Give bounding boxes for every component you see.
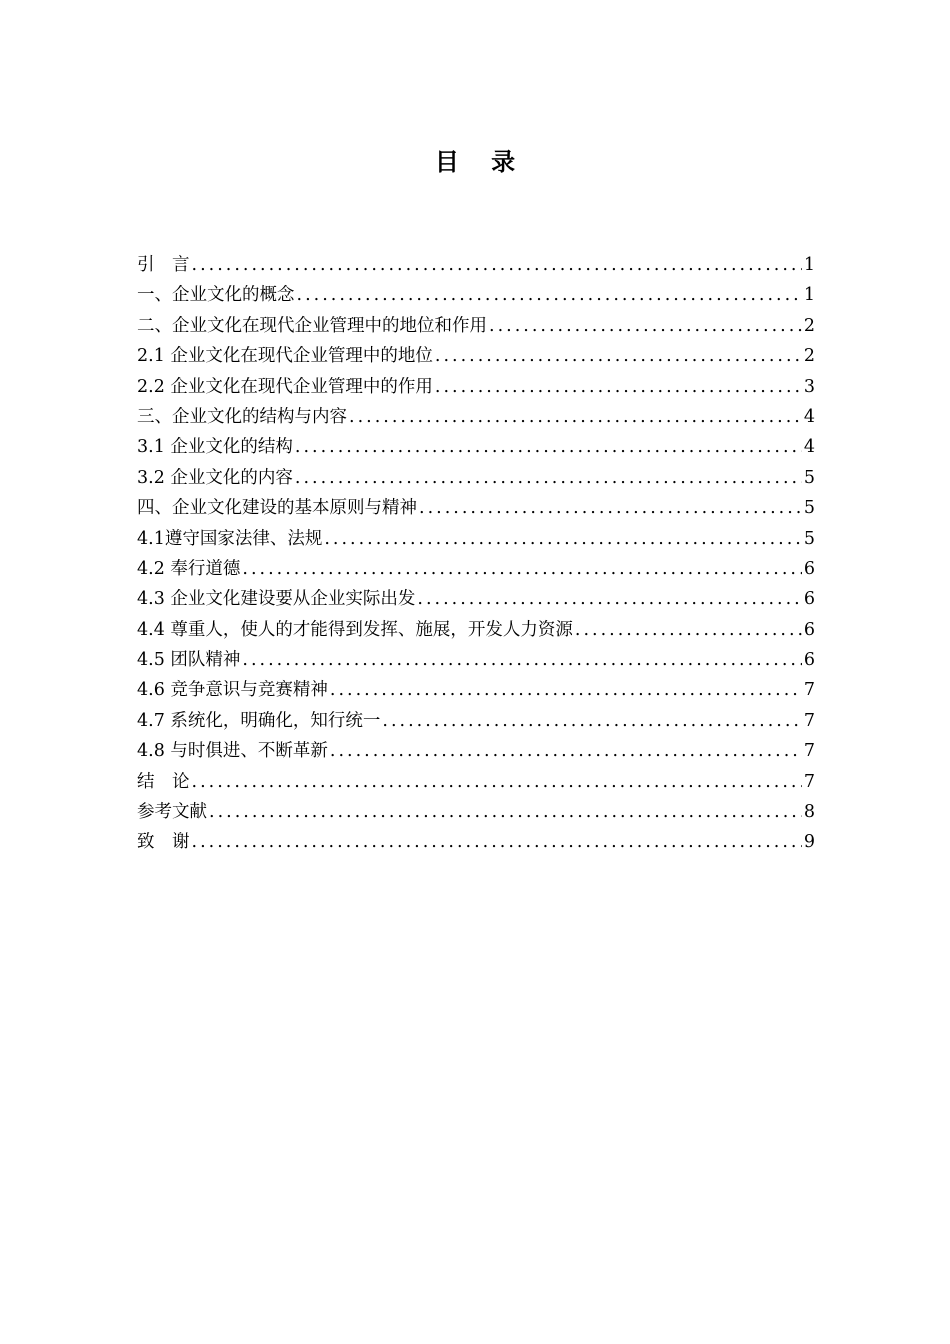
toc-dot-leader: [192, 250, 802, 280]
toc-entry: [137, 797, 815, 827]
toc-dot-leader: [192, 827, 802, 857]
toc-entry: [137, 341, 815, 371]
toc-entry-label: 4.4 尊重人，使人的才能得到发挥、施展，开发人力资源: [137, 619, 573, 640]
toc-entry-page: 7: [803, 710, 815, 731]
toc-entry-page: 4: [803, 406, 815, 427]
toc-entry-page: 6: [803, 589, 815, 610]
toc-entry: [137, 311, 815, 341]
toc-entry-page: 9: [803, 832, 815, 853]
toc-entry: [137, 827, 815, 857]
toc-dot-leader: [330, 736, 802, 766]
toc-entry: [137, 736, 815, 766]
toc-dot-leader: [417, 584, 801, 614]
toc-dot-leader: [435, 372, 802, 402]
toc-entry-label: 4.8 与时俱进、不断革新: [137, 741, 328, 762]
toc-entry-label: 二、企业文化在现代企业管理中的地位和作用: [137, 315, 487, 336]
toc-entry-page: 5: [803, 498, 815, 519]
toc-entry: [137, 675, 815, 705]
toc-entry-label: 4.2 奉行道德: [137, 558, 241, 579]
toc-dot-leader: [295, 432, 802, 462]
toc-entry-page: 7: [803, 741, 815, 762]
toc-dot-leader: [209, 797, 802, 827]
toc-entry-label: 3.2 企业文化的内容: [137, 467, 293, 488]
toc-entry: [137, 615, 815, 645]
toc-entry-page: 7: [803, 680, 815, 701]
toc-dot-leader: [489, 311, 802, 341]
toc-entry-label: 四、企业文化建设的基本原则与精神: [137, 498, 417, 519]
toc-entry-label: 3.1 企业文化的结构: [137, 437, 293, 458]
toc-entry-label: 引 言: [137, 255, 190, 275]
toc-dot-leader: [297, 280, 802, 310]
toc-entry: [137, 250, 815, 280]
toc-entry-label: 结 论: [137, 771, 190, 792]
toc-entry-label: 4.6 竞争意识与竞赛精神: [137, 680, 328, 701]
toc-entry-page: 1: [803, 285, 815, 306]
toc-entry: [137, 493, 815, 523]
toc-entry-label: 三、企业文化的结构与内容: [137, 406, 347, 427]
toc-entry-page: 2: [803, 315, 815, 336]
toc-entry: [137, 524, 815, 554]
toc-dot-leader: [324, 524, 802, 554]
toc-entry: [137, 584, 815, 614]
toc-entry-label: 一、企业文化的概念: [137, 285, 295, 306]
toc-entry-label: 2.1 企业文化在现代企业管理中的地位: [137, 346, 433, 367]
toc-entry-page: 6: [803, 558, 815, 579]
toc-entry: [137, 706, 815, 736]
toc-entry-page: 7: [803, 771, 815, 792]
toc-list: [137, 250, 815, 858]
toc-dot-leader: [349, 402, 802, 432]
toc-dot-leader: [295, 463, 802, 493]
toc-entry-page: 5: [803, 528, 815, 549]
toc-entry-label: 4.1遵守国家法律、法规: [137, 528, 323, 549]
toc-entry: [137, 767, 815, 797]
toc-dot-leader: [242, 554, 801, 584]
toc-dot-leader: [419, 493, 802, 523]
toc-entry-page: 1: [803, 255, 815, 275]
toc-title: 目 录: [434, 148, 528, 176]
toc-dot-leader: [575, 615, 802, 645]
toc-entry: [137, 645, 815, 675]
toc-entry: [137, 554, 815, 584]
toc-entry-page: 6: [803, 650, 815, 671]
toc-entry-label: 致 谢: [137, 832, 190, 853]
toc-dot-leader: [242, 645, 801, 675]
toc-entry: [137, 463, 815, 493]
toc-entry-label: 4.7 系统化，明确化，知行统一: [137, 710, 381, 731]
toc-entry-page: 8: [803, 802, 815, 823]
toc-dot-leader: [382, 706, 801, 736]
toc-entry-page: 6: [803, 619, 815, 640]
toc-entry-label: 4.3 企业文化建设要从企业实际出发: [137, 589, 416, 610]
toc-entry-page: 2: [803, 346, 815, 367]
toc-entry-page: 5: [803, 467, 815, 488]
toc-entry: [137, 280, 815, 310]
toc-entry-page: 4: [803, 437, 815, 458]
toc-entry-label: 2.2 企业文化在现代企业管理中的作用: [137, 376, 433, 397]
toc-entry-label: 参考文献: [137, 802, 207, 823]
toc-dot-leader: [435, 341, 802, 371]
toc-dot-leader: [330, 675, 802, 705]
toc-entry-page: 3: [803, 376, 815, 397]
toc-dot-leader: [192, 767, 802, 797]
toc-entry: [137, 402, 815, 432]
toc-entry: [137, 372, 815, 402]
toc-entry-label: 4.5 团队精神: [137, 650, 241, 671]
toc-entry: [137, 432, 815, 462]
